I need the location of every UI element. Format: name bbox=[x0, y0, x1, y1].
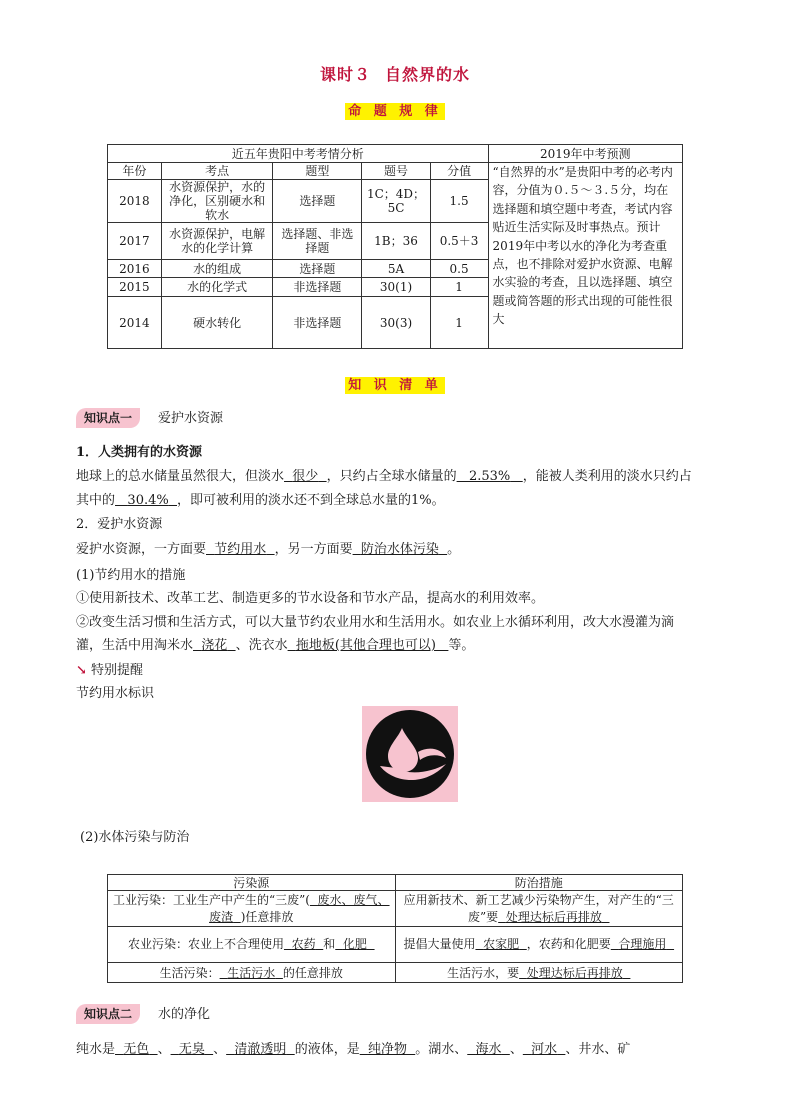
col-header: 污染源 bbox=[108, 875, 396, 891]
table-row: 2017 水资源保护，电解水的化学计算 选择题、非选择题 1B；36 0.5＋3 bbox=[108, 223, 683, 260]
answer-blank: 海水 bbox=[475, 1042, 502, 1057]
answer-blank: 纯净物 bbox=[367, 1042, 407, 1057]
col-header: 防治措施 bbox=[395, 875, 683, 891]
section-heading-1: 命 题 规 律 bbox=[0, 100, 790, 119]
p1-line-1: 地球上的总水储量虽然很大，但淡水 很少 ，只约占全球水储量的 2.53% ，能被人类利用的淡水只约占 bbox=[76, 469, 692, 484]
kp-badge: 知识点二 bbox=[76, 1004, 140, 1024]
last-line: 纯水是 无色 、 无臭 、 清澈透明 的液体，是 纯净物 。湖水、 海水 、 河水 、井水、矿 bbox=[76, 1042, 631, 1057]
s1-item-2a: ②改变生活习惯和生活方式，可以大量节约农业用水和生活用水。如农业上水循环利用，改大水漫灌为滴 bbox=[76, 615, 675, 630]
table-row: 生活污染： 生活污水 的任意排放 生活污水，要 处理达标后再排放 bbox=[108, 963, 683, 983]
col-header: 题号 bbox=[362, 163, 430, 180]
knowledge-point-1 bbox=[76, 407, 223, 426]
kp-title: 水的净化 bbox=[158, 1007, 211, 1022]
table-row: 2015 水的化学式 非选择题 30(1) 1 bbox=[108, 278, 683, 297]
pollution-table bbox=[107, 874, 683, 983]
special-tip: ↘ 特别提醒 bbox=[76, 663, 144, 678]
s2-heading: (2)水体污染与防治 bbox=[80, 830, 190, 845]
answer-blank: 清澈透明 bbox=[234, 1042, 287, 1057]
answer-blank: 河水 bbox=[531, 1042, 558, 1057]
table-row: 2014 硬水转化 非选择题 30(3) 1 bbox=[108, 297, 683, 349]
table-row: 2018 水资源保护，水的净化，区别硬水和软水 选择题 1C；4D；5C 1.5 bbox=[108, 180, 683, 223]
exam-analysis-table bbox=[107, 144, 683, 349]
kp-title: 爱护水资源 bbox=[158, 411, 224, 426]
arrow-icon: ↘ bbox=[76, 663, 87, 678]
answer-blank: 2.53% bbox=[468, 469, 511, 484]
lesson-number: 课时３ bbox=[319, 65, 371, 84]
table-row: 农业污染：农业上不合理使用 农药 和 化肥 提倡大量使用 农家肥 ，农药和化肥要 合理施用 bbox=[108, 927, 683, 963]
answer-blank: 拖地板(其他合理也可以) bbox=[295, 638, 436, 653]
col-header: 分值 bbox=[430, 163, 488, 180]
s1-heading: (1)节约用水的措施 bbox=[76, 568, 186, 583]
lesson-name: 自然界的水 bbox=[385, 65, 471, 84]
page-title bbox=[0, 62, 790, 85]
answer-blank: 很少 bbox=[292, 469, 319, 484]
table-header-right: 2019年中考预测 bbox=[488, 145, 682, 163]
water-saving-logo bbox=[362, 706, 458, 802]
col-header: 考点 bbox=[161, 163, 273, 180]
answer-blank: 浇花 bbox=[201, 638, 228, 653]
answer-blank: 节约用水 bbox=[214, 542, 267, 557]
kp-badge: 知识点一 bbox=[76, 408, 140, 428]
answer-blank: 30.4% bbox=[127, 493, 169, 508]
tip-text: 节约用水标识 bbox=[76, 686, 155, 701]
prediction-text: “自然界的水”是贵阳中考的必考内容，分值为０.５～３.５分，均在选择题和填空题中考查，考试内容贴近生活实际及时事热点。预计2019年中考以水的净化为考查重点，也不排除对爱护水资源、电解水实验的考查，且以选择题、填空题或简答题的形式出现的可能性很大 bbox=[488, 163, 682, 349]
s1-item-1: ①使用新技术、改革工艺、制造更多的节水设备和节水产品，提高水的利用效率。 bbox=[76, 591, 545, 606]
p2-line: 爱护水资源，一方面要 节约用水 ，另一方面要 防治水体污染 。 bbox=[76, 542, 461, 557]
section-heading-2: 知 识 清 单 bbox=[0, 374, 790, 393]
answer-blank: 防治水体污染 bbox=[360, 542, 439, 557]
table-row: 2016 水的组成 选择题 5A 0.5 bbox=[108, 260, 683, 278]
s1-item-2b: 灌，生活中用淘米水 浇花 、洗衣水 拖地板(其他合理也可以) 等。 bbox=[76, 638, 475, 653]
water-drop-icon bbox=[362, 706, 458, 802]
col-header: 题型 bbox=[273, 163, 362, 180]
table-header-left: 近五年贵阳中考考情分析 bbox=[108, 145, 489, 163]
knowledge-point-2 bbox=[76, 1003, 210, 1022]
answer-blank: 无色 bbox=[123, 1042, 150, 1057]
table-row: 工业污染：工业生产中产生的“三废”( 废水、废气、废渣 )任意排放 应用新技术、新工艺减少污染物产生，对产生的“三废”要 处理达标后再排放 bbox=[108, 891, 683, 927]
p2-heading: 2．爱护水资源 bbox=[76, 517, 163, 532]
p1-line-2: 其中的 30.4% ，即可被利用的淡水还不到全球总水量的1%。 bbox=[76, 493, 445, 508]
col-header: 年份 bbox=[108, 163, 162, 180]
p1-heading: 1．人类拥有的水资源 bbox=[76, 445, 203, 460]
answer-blank: 无臭 bbox=[178, 1042, 205, 1057]
